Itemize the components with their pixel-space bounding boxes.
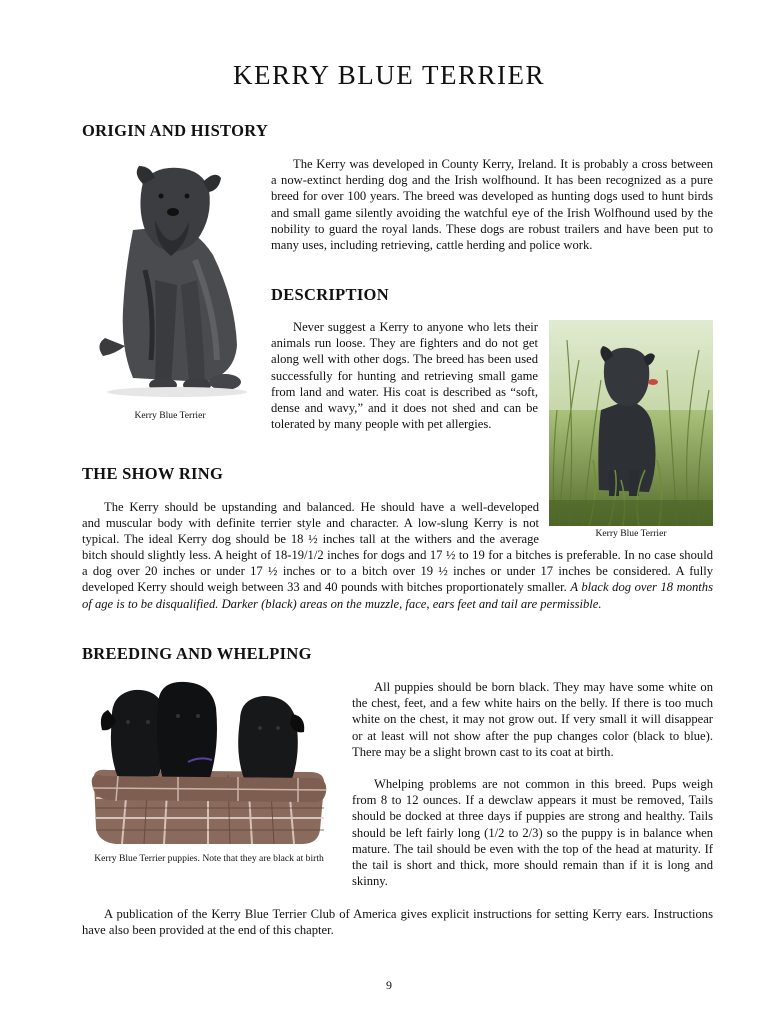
caption-photo-kerry-in-grass: Kerry Blue Terrier: [595, 528, 667, 539]
breeding-paragraphs: [352, 679, 713, 889]
breeding-text-1: All puppies should be born black. They may have some white on the chest, feet, and a few white hairs on the belly. If there is too much white on the chest, it may not grow out. If very small it will disappear or at least will not show after the pup changes color (black to blue). There may be a slight brown cast to its coat at birth.: [352, 680, 713, 759]
photo-kerry-puppies: [88, 680, 330, 848]
photo-kerry-in-grass: [549, 320, 713, 526]
description-text: Never suggest a Kerry to anyone who lets their animals run loose. They are fighters and do not get along well with other dogs. The breed has been used successfully for hunting and retrieving small game from land and water. His coat is described as “soft, dense and wavy,” and it does not shed and can be tolerated by many people with pet allergies.: [271, 320, 538, 432]
origin-paragraph: [271, 156, 713, 253]
heading-description: DESCRIPTION: [271, 285, 389, 304]
show-ring-line-1: The Kerry should be upstanding and balanced. He should have a well-developed: [104, 500, 539, 514]
photo-kerry-sitting: [85, 160, 255, 400]
closing-text: A publication of the Kerry Blue Terrier Club of America gives explicit instructions for setting Kerry ears. Instructions have also been provided at the end of this chapter.: [82, 907, 713, 938]
breeding-text-2: Whelping problems are not common in this breed. Pups weigh from 8 to 12 ounces. If a dewclaw appears it must be removed, Tails should be docked at three days if puppies are strong and healthy. Tails should be left fairly long (1/2 to 2/3) so the puppy is in balance when mature. The tail should be even with the top of the head at maturity. If the tail is short and thick, more should remain than if it is long and skinny.: [352, 777, 713, 889]
show-ring-line-2: and muscular body with definite terrier style and character. A low-slung Kerry is not: [82, 516, 539, 531]
origin-text: The Kerry was developed in County Kerry, Ireland. It is probably a cross between a now-extinct herding dog and the Irish wolfhound. It has been recognized as a pure breed for over 100 years. The breed was developed as hunting dogs used to hunt birds and small game silently avoiding the watchful eye of the Irish Wolfhound used by the nobility to guard the royal lands. These dogs are robust trailers and have been put to many uses, including retrieving, cattle herding and police work.: [271, 157, 713, 253]
show-ring-narrow-lines: [82, 499, 539, 548]
page-title: KERRY BLUE TERRIER: [232, 60, 546, 90]
show-ring-text-italic: A black dog over 18 months of age is to be disqualified. Darker (black) areas on the muzzle, face, ears feet and tail are permissible.: [82, 580, 713, 611]
heading-show-ring: THE SHOW RING: [82, 464, 224, 483]
caption-photo-kerry-sitting: Kerry Blue Terrier: [134, 410, 206, 421]
page-number: 9: [386, 978, 392, 992]
show-ring-text-rest: bitch should slightly less. A height of 18-19/1/2 inches for dogs and 17 ½ to 19 for a bitches is preferable. In no case should a dog over 20 inches or under 17 ½ inches or to a bitch over 19 ½ inches or under 17 inches be considered. A fully developed Kerry should weigh between 33 and 40 pounds with bitches proportionately smaller.: [82, 548, 713, 595]
heading-breeding-whelping: BREEDING AND WHELPING: [82, 644, 312, 663]
description-paragraph: [271, 319, 538, 432]
closing-paragraph: [82, 906, 713, 938]
show-ring-line-3: typical. The ideal Kerry dog should be 18 ½ inches tall at the withers and the average: [82, 532, 539, 547]
show-ring-paragraph: [82, 547, 713, 612]
heading-origin-history: ORIGIN AND HISTORY: [82, 121, 269, 140]
caption-photo-kerry-puppies: Kerry Blue Terrier puppies. Note that they are black at birth: [94, 853, 324, 864]
show-ring-text: [82, 547, 713, 612]
